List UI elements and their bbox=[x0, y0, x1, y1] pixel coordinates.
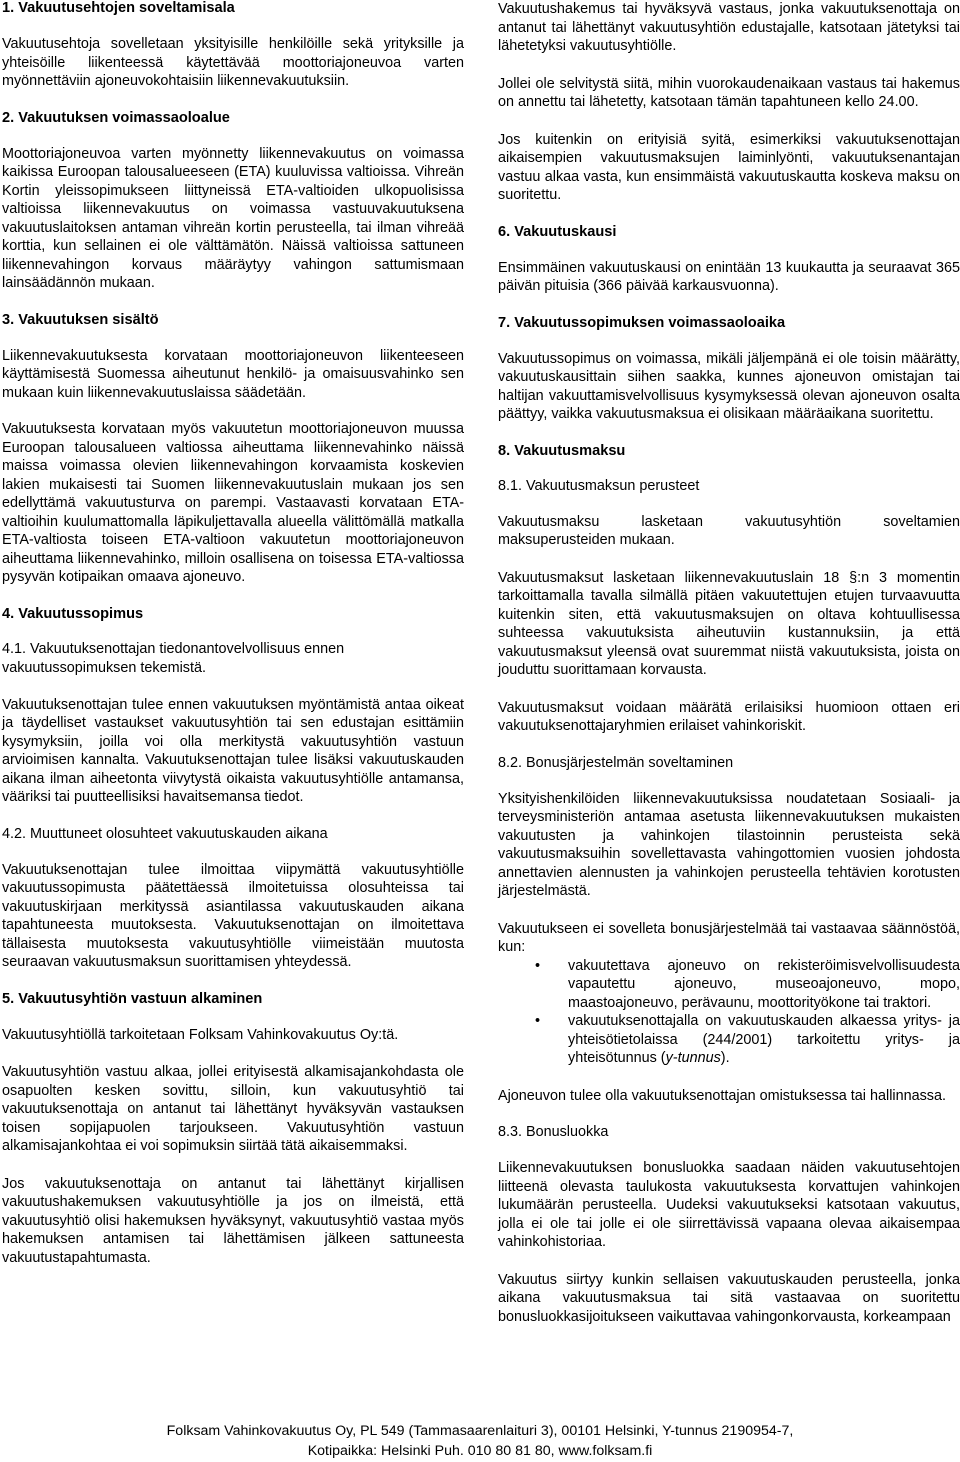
section-4-1-paragraph: Vakuutuksenottajan tulee ennen vakuutuksen myöntämistä antaa oikeat ja täydelliset vastaukset vakuutusyhtiön tai sen edustajan esittämiin kysymyksiin, joilla voi olla merkitystä vakuutusyhtiön vastuun arvioimisen kannalta. Vakuutuksenottajan tulee lisäksi vakuutuskauden aikana ilman aiheetonta viivytystä oikaista vakuutusyhtiölle antamansa, vääriksi tai puutteellisiksi havaitsemansa tiedot. bbox=[2, 696, 464, 805]
section-8-1-heading: 8.1. Vakuutusmaksun perusteet bbox=[498, 477, 700, 494]
footer-line-2: Kotipaikka: Helsinki Puh. 010 80 81 80, www.folksam.fi bbox=[307, 1443, 653, 1459]
section-8-2-paragraph-1: Yksityishenkilöiden liikennevakuutuksissa noudatetaan Sosiaali- ja terveysministeriön antamaa asetusta liikennevakuutuksen mukaisten vakuutusten ja vahinkojen tilastoinnin perusteista sekä vakuutusmaksuihin sovellettavasta vahingottomien vuosien johdosta annettavien alennusten ja vahinkojen perusteella tehtävien korotusten järjestelmästä. bbox=[498, 790, 960, 899]
section-8-2-paragraph-2: Vakuutukseen ei sovelleta bonusjärjestelmää tai vastaavaa säännöstöä, kun: bbox=[498, 920, 960, 955]
section-7-paragraph: Vakuutussopimus on voimassa, mikäli jäljempänä ei ole toisin määrätty, vakuutuskausittain siihen saakka, kunnes ajoneuvon omistajan tai haltijan vakuuttamisvelvollisuus kysymyksessä olevan ajoneuvon osalta päättyy, vaikka vakuutusmaksua ei olisikaan määräaikana suoritettu. bbox=[498, 350, 960, 422]
section-8-3-heading: 8.3. Bonusluokka bbox=[498, 1124, 609, 1140]
section-5-heading: 5. Vakuutusyhtiön vastuun alkaminen bbox=[2, 990, 263, 1007]
right-column bbox=[498, 0, 960, 1326]
list-item bbox=[498, 957, 960, 1013]
bullet-icon: • bbox=[535, 1013, 541, 1029]
section-4-heading: 4. Vakuutussopimus bbox=[2, 605, 144, 622]
section-4-2-heading: 4.2. Muuttuneet olosuhteet vakuutuskauden aikana bbox=[2, 825, 328, 842]
right-paragraph-1: Vakuutushakemus tai hyväksyvä vastaus, jonka vakuutuksenottaja on antanut tai lähettänyt vakuutusyhtiön edustajalle, katsotaan jätetyksi tai lähetetyksi vakuutusyhtiölle. bbox=[498, 1, 960, 54]
section-2-heading: 2. Vakuutuksen voimassaoloalue bbox=[2, 109, 230, 126]
section-2-paragraph: Moottoriajoneuvoa varten myönnetty liikennevakuutus on voimassa kaikissa Euroopan talousalueeseen (ETA) kuuluvissa valtioissa. Vihreän Kortin yleissopimukseen liittyneissä ETA-valtioiden ulkopuolisissa valtioissa liikennevakuutus on voimassa vastuuvakuutuksena vakuutuslaitoksen antaman vihreän kortin perusteella, tai ilman vihreää korttia, kun sellainen ei ole välttämätön. Näissä valtioissa sattuneen liikennevahingon korvaus määräytyy vahingon sattumismaan lainsäädännön mukaan. bbox=[2, 145, 464, 291]
section-8-1-paragraph-3: Vakuutusmaksut voidaan määrätä erilaisiksi huomioon ottaen eri vakuutuksenottajaryhmien erilaiset vahinkoriskit. bbox=[498, 699, 960, 734]
section-3-heading: 3. Vakuutuksen sisältö bbox=[2, 311, 159, 328]
list-item bbox=[498, 1012, 960, 1068]
section-1-paragraph: Vakuutusehtoja sovelletaan yksityisille henkilöille sekä yrityksille ja yhteisöille liikenteessä käytettävää moottoriajoneuvoa varten myönnettäviin ajoneuvokohtaisiin liikennevakuutuksiin. bbox=[2, 36, 464, 89]
section-5-paragraph-2: Vakuutusyhtiön vastuu alkaa, jollei erityisestä alkamisajankohdasta ole osapuolten kesken sovittu, silloin, kun vakuutusyhtiö tai vakuutuksenottaja on antanut tai lähettänyt hyväksyvän vastauksen toisen sopijapuolen tarjoukseen. Vakuutusyhtiön vastuun alkamisajankohtaa ei voi sopimuksin siirtää tätä aikaisemmaksi. bbox=[2, 1064, 464, 1154]
page-footer bbox=[0, 1421, 960, 1461]
right-paragraph-3: Jos kuitenkin on erityisiä syitä, esimerkiksi vakuutuksenottajan aikaisempien vakuutusmaksujen laiminlyönti, vakuutuksenantajan vastuu alkaa vasta, kun ensimmäistä vakuutuskautta koskeva maksu on suoritettu. bbox=[498, 131, 960, 203]
section-8-2-paragraph-3: Ajoneuvon tulee olla vakuutuksenottajan omistuksessa tai hallinnassa. bbox=[498, 1087, 946, 1104]
right-paragraph-2: Jollei ole selvitystä siitä, mihin vuorokaudenaikaan vastaus tai hakemus on annettu tai lähetetty, katsotaan tämän tapahtuneen kello 24.00. bbox=[498, 75, 960, 110]
section-1-heading: 1. Vakuutusehtojen soveltamisala bbox=[2, 0, 235, 16]
list-item-text: vakuutettava ajoneuvo on rekisteröimisvelvollisuudesta vapautettu ajoneuvo, museoajoneuvo, mopo, maastoajoneuvo, perävaunu, moottorityökone tai traktori. bbox=[568, 957, 960, 1011]
section-8-3-paragraph-1: Liikennevakuutuksen bonusluokka saadaan näiden vakuutusehtojen liitteenä olevasta taulukosta vakuutuksesta korvattujen vahinkojen lukumäärän perusteella. Uudeksi vakuutukseksi katsotaan vakuutus, jolla ei ole tai jolle ei ole siirrettävissä vapaana olevaa aikaisempaa vahinkohistoriaa. bbox=[498, 1160, 960, 1250]
section-6-paragraph: Ensimmäinen vakuutuskausi on enintään 13 kuukautta ja seuraavat 365 päivän pituisia (366 päivää karkausvuonna). bbox=[498, 259, 960, 294]
section-3-paragraph-1: Liikennevakuutuksesta korvataan moottoriajoneuvon liikenteeseen käyttämisestä Suomessa aiheutunut henkilö- ja omaisuusvahinko sen mukaan kuin liikennevakuutuslaissa säädetään. bbox=[2, 347, 464, 401]
list-item-text-end: ). bbox=[720, 1050, 730, 1066]
bullet-icon: • bbox=[535, 957, 541, 974]
list-item-emphasis: y-tunnus bbox=[665, 1050, 721, 1066]
section-3-paragraph-2: Vakuutuksesta korvataan myös vakuutetun moottoriajoneuvon muussa Euroopan talousalueen valtiossa aiheuttama liikennevahinko näissä maissa voimassa olevien liikennevahingon korvaamista koskevien lakien mukaisesti tai Suomen liikennevakuutuslain mukaan jos sen edellyttämä vakuutusturva on parempi. Vastaavasti korvataan ETA-valtioihin kuulumattomalla läpikuljettavalla alueella välittömällä matkalla ETA-valtiosta toiseen ETA-valtioon vakuutetun moottoriajoneuvon aiheuttama liikennevahinko, milloin osallisena on toisessa ETA-valtiossa pysyvän kotipaikan omaava ajoneuvo. bbox=[2, 421, 464, 585]
section-8-1-paragraph-2: Vakuutusmaksut lasketaan liikennevakuutuslain 18 §:n 3 momentin tarkoittamalla tavalla silmällä pitäen vakuutettujen etujen turvaavuutta kuitenkin siten, että vakuutusmaksujen on oltava kohtuullisessa suhteessa vakuutuksista aiheutuviin kustannuksiin, ja että vakuutusmaksut yleensä ovat suuremmat niistä vakuutuksista, joista on jouduttu suorittamaan korvausta. bbox=[498, 569, 960, 678]
section-5-paragraph-1: Vakuutusyhtiöllä tarkoitetaan Folksam Vahinkovakuutus Oy:tä. bbox=[2, 1026, 399, 1043]
section-7-heading: 7. Vakuutussopimuksen voimassaoloaika bbox=[498, 314, 786, 331]
section-8-3-paragraph-2: Vakuutus siirtyy kunkin sellaisen vakuutuskauden perusteella, jonka aikana vakuutusmaksua tai sitä vastaavaa on suoritettu bonusluokkasijoitukseen vaikuttavaa vahingonkorvausta, korkeampaan bbox=[498, 1271, 960, 1325]
list-item-text: vakuutuksenottajalla on vakuutuskauden alkaessa yritys- ja yhteisötietolaissa (244/2001) tarkoitettu yritys- ja yhteisötunnus ( bbox=[568, 1013, 960, 1066]
section-6-heading: 6. Vakuutuskausi bbox=[498, 223, 617, 240]
exception-list bbox=[498, 957, 960, 1068]
section-8-1-paragraph-1: Vakuutusmaksu lasketaan vakuutusyhtiön soveltamien maksuperusteiden mukaan. bbox=[498, 513, 960, 548]
section-8-heading: 8. Vakuutusmaksu bbox=[498, 442, 626, 459]
section-5-paragraph-3: Jos vakuutuksenottaja on antanut tai lähettänyt kirjallisen vakuutushakemuksen vakuutusyhtiölle ja jos on ilmeistä, että vakuutusyhtiö olisi hakemuksen hyväksynyt, vakuutusyhtiö vastaa myös hakemuksen antamisen tai lähettämisen jälkeen sattuneesta vakuutustapahtumasta. bbox=[2, 1175, 464, 1266]
section-4-1-heading: 4.1. Vakuutuksenottajan tiedonantovelvollisuus ennen vakuutussopimuksen tekemistä. bbox=[2, 640, 345, 676]
footer-line-1: Folksam Vahinkovakuutus Oy, PL 549 (Tammasaarenlaituri 3), 00101 Helsinki, Y-tunnus 2190954-7, bbox=[166, 1423, 794, 1439]
section-8-2-heading: 8.2. Bonusjärjestelmän soveltaminen bbox=[498, 754, 734, 771]
left-column bbox=[2, 0, 464, 1267]
section-4-2-paragraph: Vakuutuksenottajan tulee ilmoittaa viipymättä vakuutusyhtiölle vakuutussopimusta päätettäessä ilmoitetuissa olosuhteissa tai vakuutuskirjaan merkityssä asiantilassa vakuutuskauden aikana tapahtuneesta muutoksesta. Vakuutuksenottajan on ilmoitettava tällaisesta muutoksesta vakuutusyhtiölle viimeistään muutosta seuraavan vakuutusmaksun suorittamisen yhteydessä. bbox=[2, 861, 464, 970]
